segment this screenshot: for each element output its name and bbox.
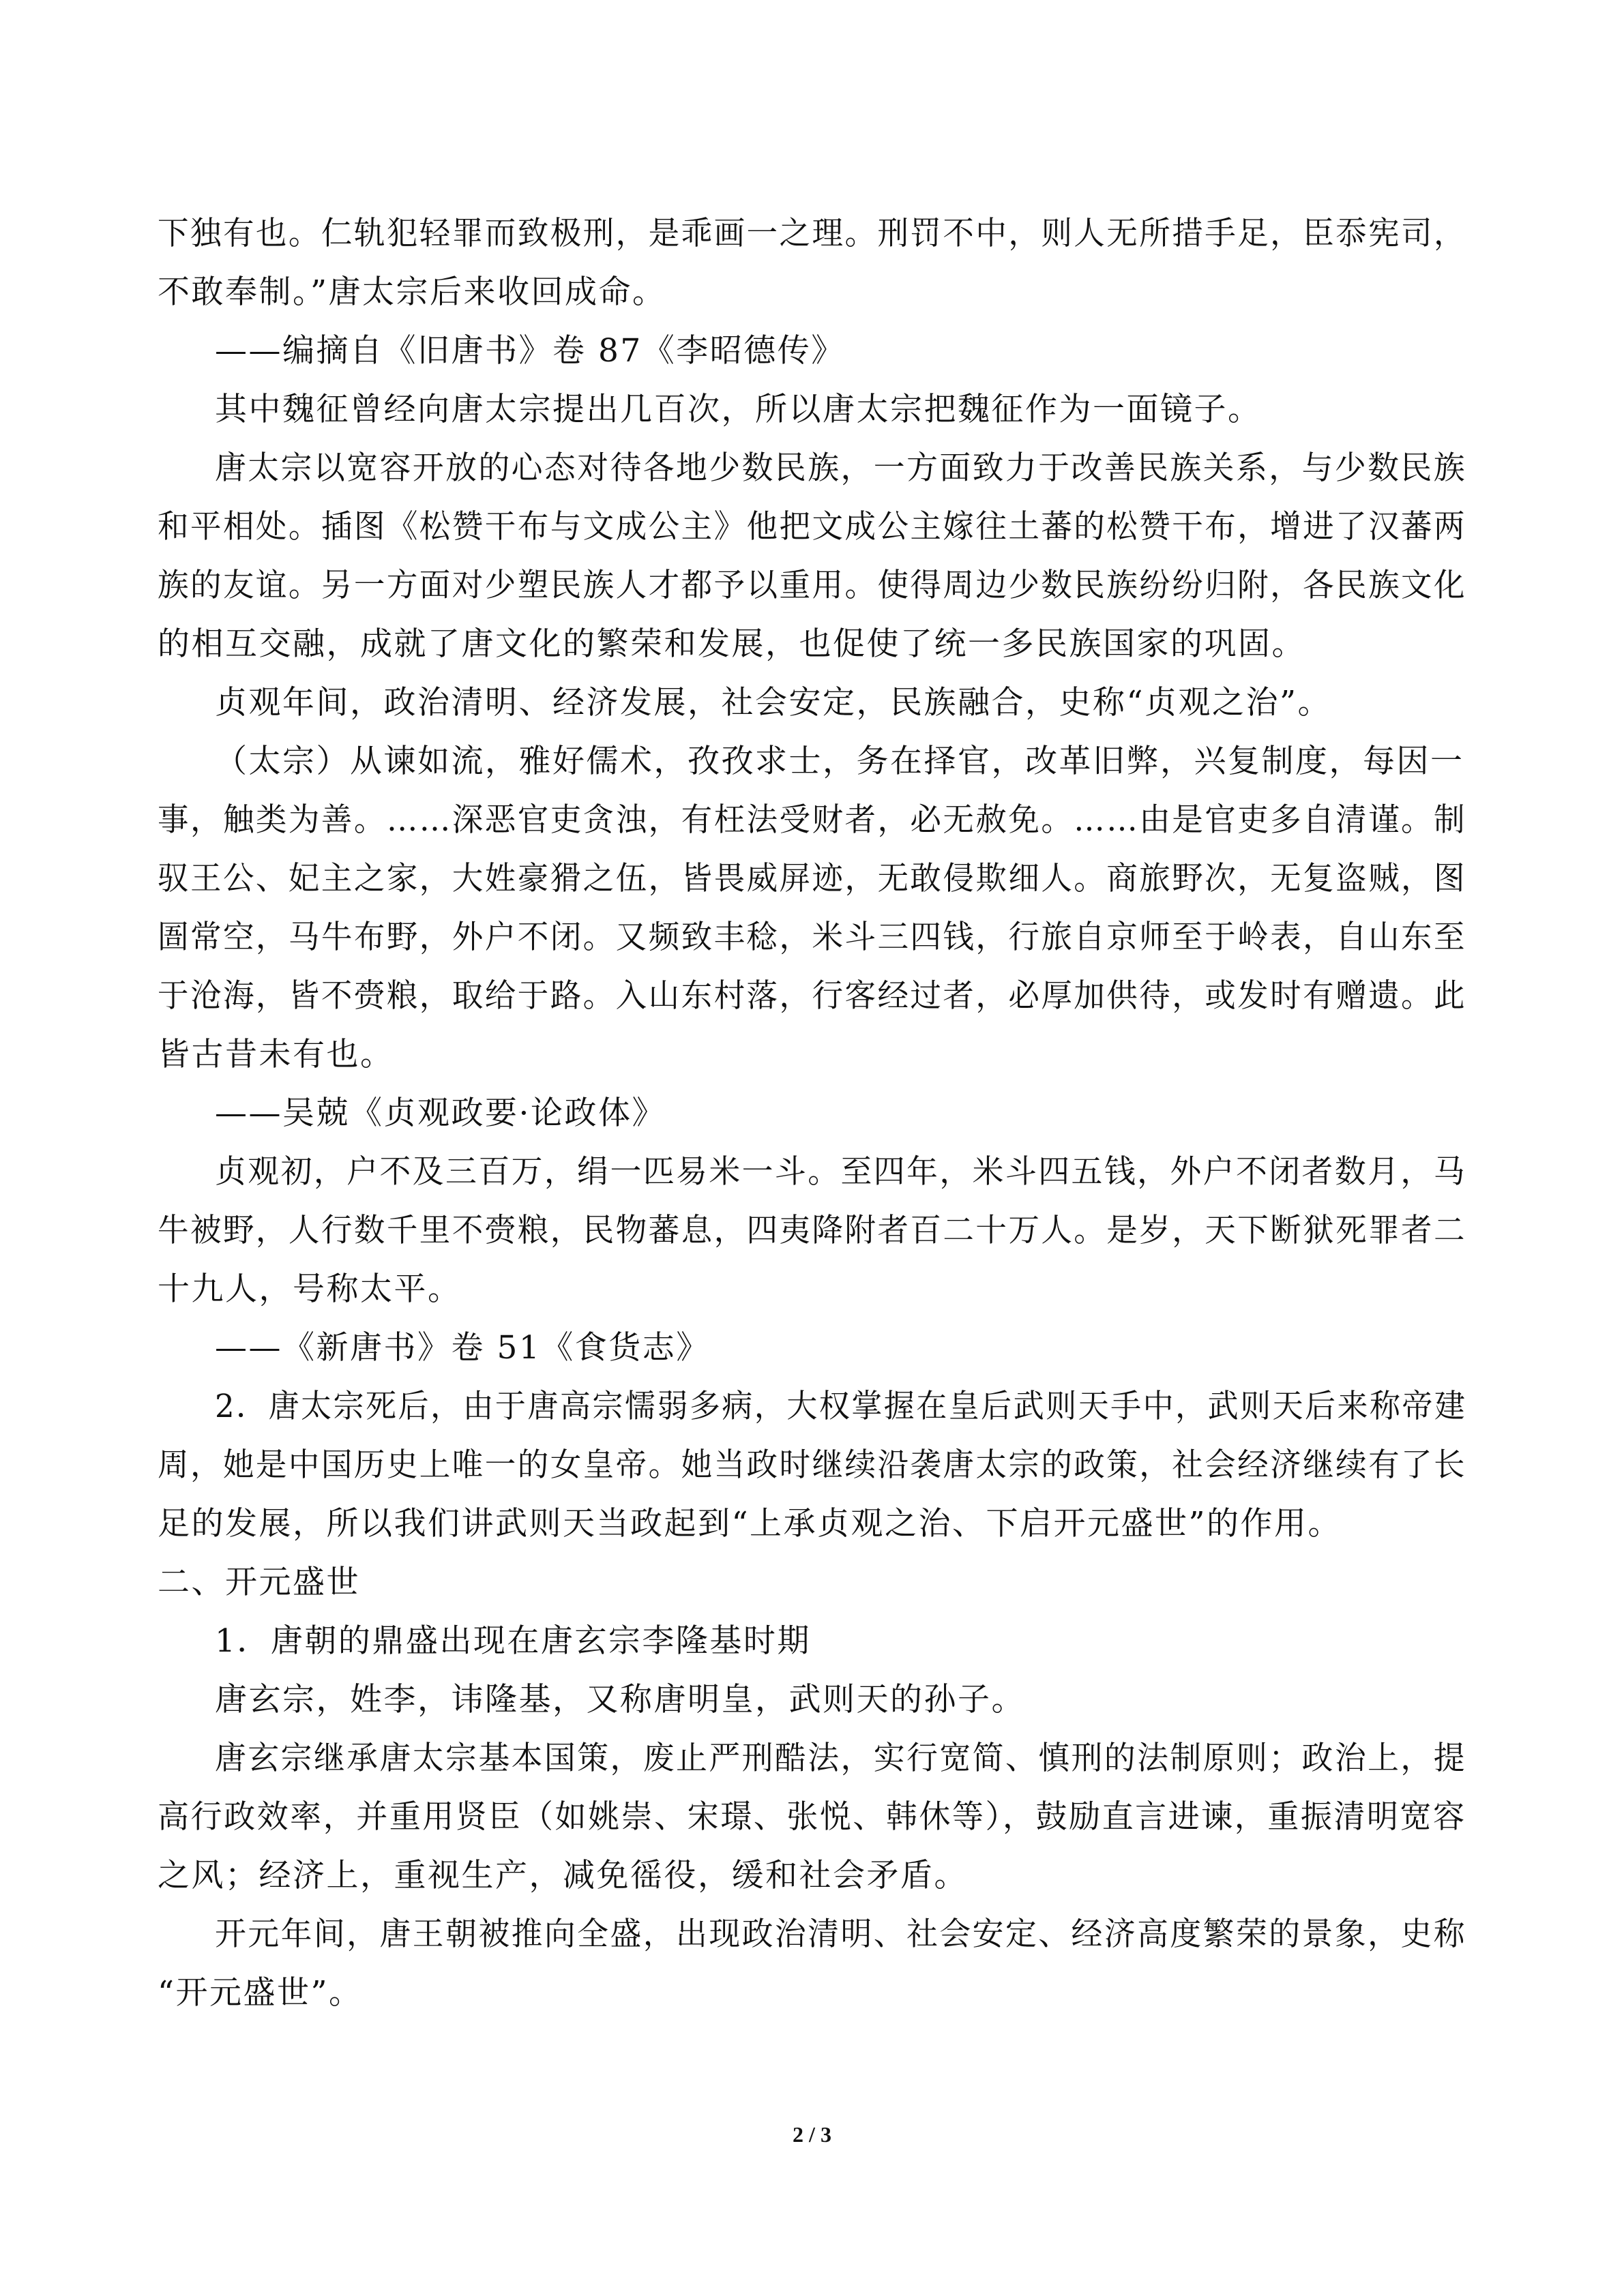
text-line: 贞观初，户不及三百万，绢一匹易米一斗。至四年，米斗四五钱，外户不闭者数月，马 [215, 1153, 1466, 1191]
text-line: 其中魏征曾经向唐太宗提出几百次，所以唐太宗把魏征作为一面镜子。 [215, 391, 1262, 428]
text-line: 和平相处。插图《松赞干布与文成公主》他把文成公主嫁往土蕃的松赞干布，增进了汉蕃两 [158, 508, 1466, 546]
text-line: 圄常空，马牛布野，外户不闭。又频致丰稔，米斗三四钱，行旅自京师至于岭表，自山东至 [158, 919, 1466, 956]
text-line: 事，触类为善。……深恶官吏贪浊，有枉法受财者，必无赦免。……由是官吏多自清谨。制 [158, 801, 1466, 839]
text-line: （太宗）从谏如流，雅好儒术，孜孜求士，务在择官，改革旧弊，兴复制度，每因一 [215, 743, 1464, 780]
text-line: 的相互交融，成就了唐文化的繁荣和发展，也促使了统一多民族国家的巩固。 [158, 625, 1305, 663]
text-line: 下独有也。仁轨犯轻罪而致极刑，是乖画一之理。刑罚不中，则人无所措手足，臣忝宪司， [158, 215, 1466, 252]
citation-line: ——编摘自《旧唐书》卷 87《李昭德传》 [215, 332, 845, 370]
text-line: 高行政效率，并重用贤臣（如姚崇、宋璟、张悦、韩休等），鼓励直言进谏，重振清明宽容 [158, 1798, 1466, 1836]
section-heading: 二、开元盛世 [158, 1564, 360, 1601]
text-line: 唐太宗以宽容开放的心态对待各地少数民族，一方面致力于改善民族关系，与少数民族 [215, 449, 1466, 487]
page-number: 2 / 3 [793, 2122, 831, 2147]
text-line: 于沧海，皆不赍粮，取给于路。入山东村落，行客经过者，必厚加供待，或发时有赠遗。此 [158, 977, 1466, 1015]
text-line: 2．唐太宗死后，由于唐高宗懦弱多病，大权掌握在皇后武则天手中，武则天后来称帝建 [215, 1388, 1467, 1425]
text-line: 贞观年间，政治清明、经济发展，社会安定，民族融合，史称“贞观之治”。 [215, 684, 1332, 721]
text-line: 足的发展，所以我们讲武则天当政起到“上承贞观之治、下启开元盛世”的作用。 [158, 1505, 1342, 1542]
citation-line: ——吴兢《贞观政要·论政体》 [215, 1094, 666, 1132]
text-line: “开元盛世”。 [158, 1974, 363, 2012]
text-line: 之风；经济上，重视生产，减免徭役，缓和社会矛盾。 [158, 1857, 968, 1894]
text-line: 不敢奉制。”唐太宗后来收回成命。 [158, 273, 666, 311]
subsection-heading: 1．唐朝的鼎盛出现在唐玄宗李隆基时期 [215, 1622, 811, 1660]
text-line: 十九人，号称太平。 [158, 1270, 462, 1308]
text-line: 族的友谊。另一方面对少塑民族人才都予以重用。使得周边少数民族纷纷归附，各民族文化 [158, 567, 1466, 604]
text-line: 唐玄宗，姓李，讳隆基，又称唐明皇，武则天的孙子。 [215, 1681, 1025, 1718]
text-line: 驭王公、妃主之家，大姓豪猾之伍，皆畏威屏迹，无敢侵欺细人。商旅野次，无复盗贼，图 [158, 860, 1466, 897]
text-line: 唐玄宗继承唐太宗基本国策，废止严刑酷法，实行宽简、慎刑的法制原则；政治上，提 [215, 1740, 1466, 1777]
text-line: 开元年间，唐王朝被推向全盛，出现政治清明、社会安定、经济高度繁荣的景象，史称 [215, 1915, 1466, 1953]
citation-line: ——《新唐书》卷 51《食货志》 [215, 1329, 710, 1367]
text-line: 周，她是中国历史上唯一的女皇帝。她当政时继续沿袭唐太宗的政策，社会经济继续有了长 [158, 1446, 1466, 1484]
text-line: 牛被野，人行数千里不赍粮，民物蕃息，四夷降附者百二十万人。是岁，天下断狱死罪者二 [158, 1212, 1466, 1249]
text-line: 皆古昔未有也。 [158, 1036, 394, 1073]
